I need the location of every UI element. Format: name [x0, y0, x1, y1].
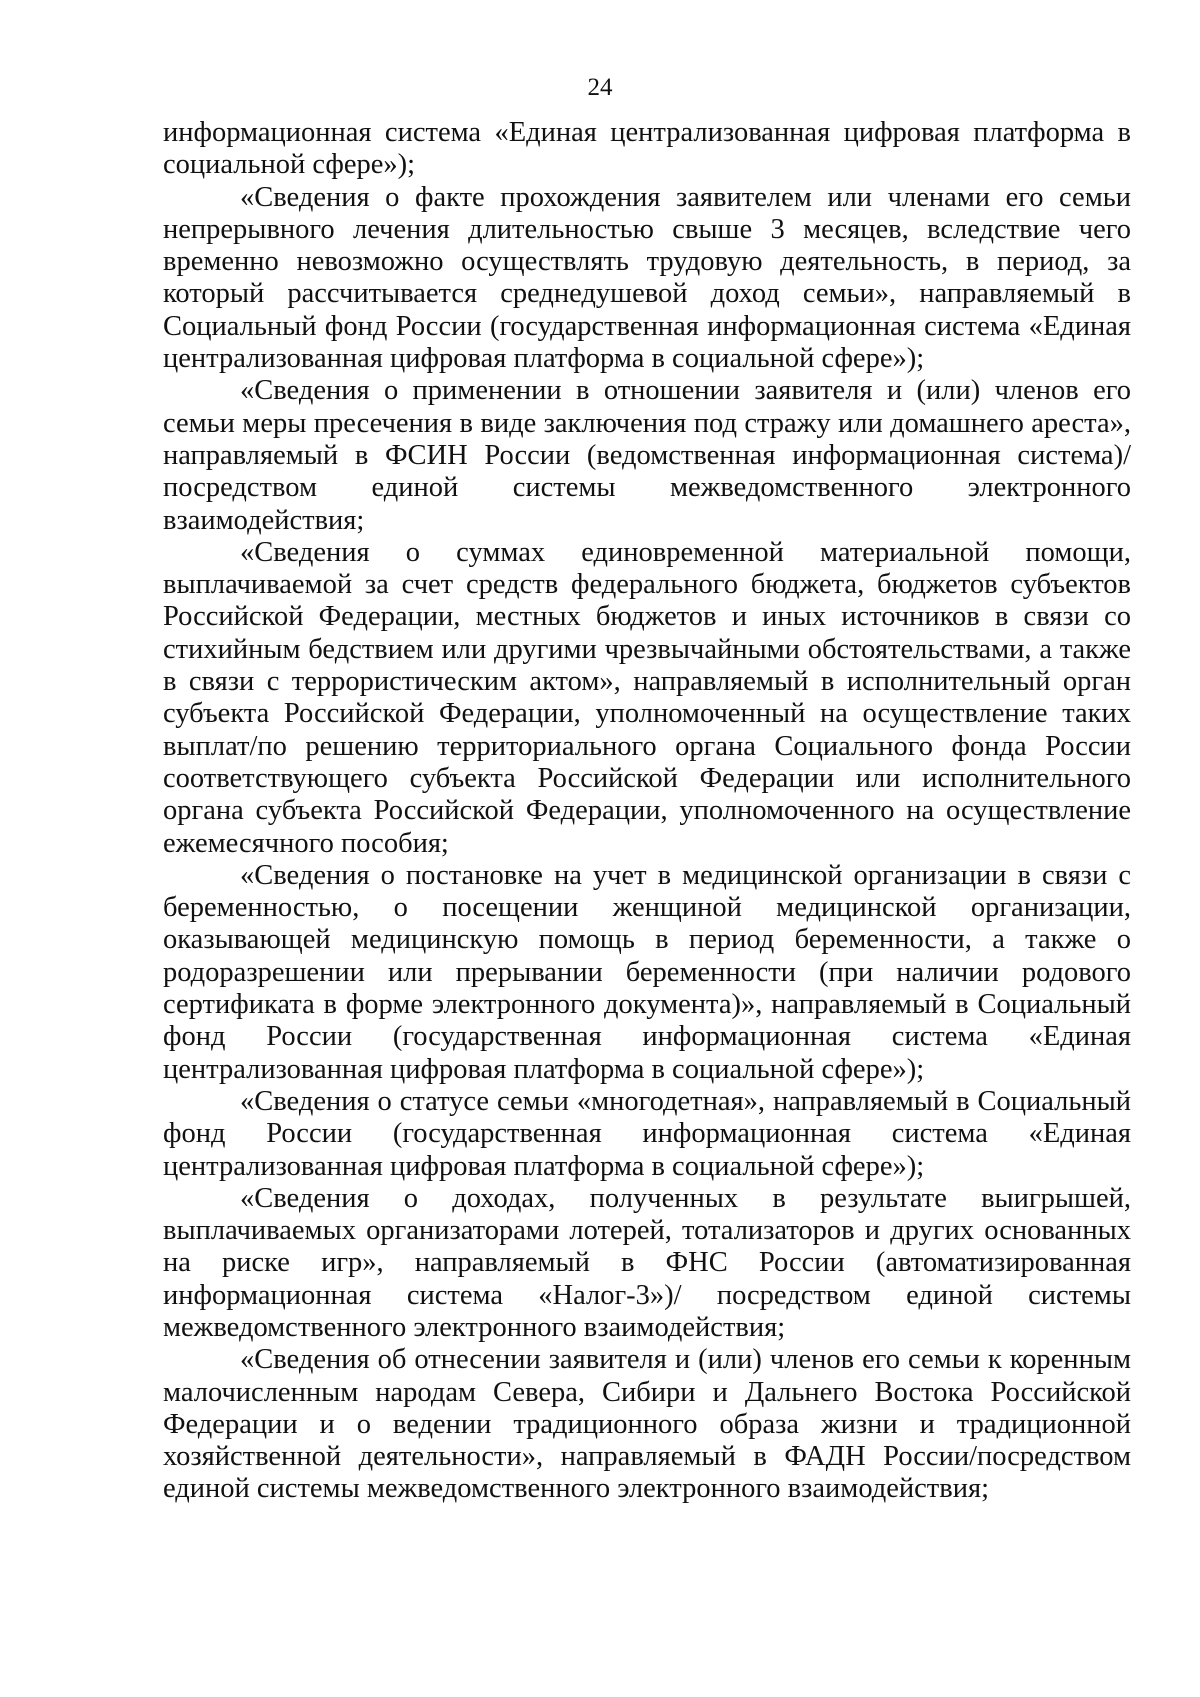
- paragraph-continuation: информационная система «Единая централизованная цифровая платформа в социальной сфере»);: [163, 117, 1131, 181]
- paragraph-indigenous-peoples-info: «Сведения об отнесении заявителя и (или) членов его семьи к коренным малочисленным народам Севера, Сибири и Дальнего Востока Российской Федерации и о ведении традиционного образа жизни и традиционной хозяйственной деятельности», направляемый в ФАДН России/посредством единой системы межведомственного электронного взаимодействия;: [163, 1344, 1131, 1505]
- page-number: 24: [587, 74, 613, 101]
- paragraph-material-aid-info: «Сведения о суммах единовременной материальной помощи, выплачиваемой за счет средств федерального бюджета, бюджетов субъектов Российской Федерации, местных бюджетов и иных источников в связи со стихийным бедствием или другими чрезвычайными обстоятельствами, а также в связи с террористическим актом», направляемый в исполнительный орган субъекта Российской Федерации, уполномоченный на осуществление таких выплат/по решению территориального органа Социального фонда России соответствующего субъекта Российской Федерации или исполнительного органа субъекта Российской Федерации, уполномоченного на осуществление ежемесячного пособия;: [163, 536, 1131, 859]
- paragraph-treatment-info: «Сведения о факте прохождения заявителем или членами его семьи непрерывного лечения длительностью свыше 3 месяцев, вследствие чего временно невозможно осуществлять трудовую деятельность, в период, за который рассчитывается среднедушевой доход семьи», направляемый в Социальный фонд России (государственная информационная система «Единая централизованная цифровая платформа в социальной сфере»);: [163, 181, 1131, 375]
- paragraph-preventive-measure-info: «Сведения о применении в отношении заявителя и (или) членов его семьи меры пресечения в виде заключения под стражу или домашнего ареста», направляемый в ФСИН России (ведомственная информационная система)/посредством единой системы межведомственного электронного взаимодействия;: [163, 375, 1131, 536]
- paragraph-pregnancy-info: «Сведения о постановке на учет в медицинской организации в связи с беременностью, о посещении женщиной медицинской организации, оказывающей медицинскую помощь в период беременности, а также о родоразрешении или прерывании беременности (при наличии родового сертификата в форме электронного документа)», направляемый в Социальный фонд России (государственная информационная система «Единая централизованная цифровая платформа в социальной сфере»);: [163, 859, 1131, 1085]
- paragraph-lottery-income-info: «Сведения о доходах, полученных в результате выигрышей, выплачиваемых организаторами лотерей, тотализаторов и других основанных на риске игр», направляемый в ФНС России (автоматизированная информационная система «Налог-3»)/ посредством единой системы межведомственного электронного взаимодействия;: [163, 1182, 1131, 1343]
- document-body: [163, 117, 1131, 1506]
- paragraph-large-family-status: «Сведения о статусе семьи «многодетная», направляемый в Социальный фонд России (государственная информационная система «Единая централизованная цифровая платформа в социальной сфере»);: [163, 1085, 1131, 1182]
